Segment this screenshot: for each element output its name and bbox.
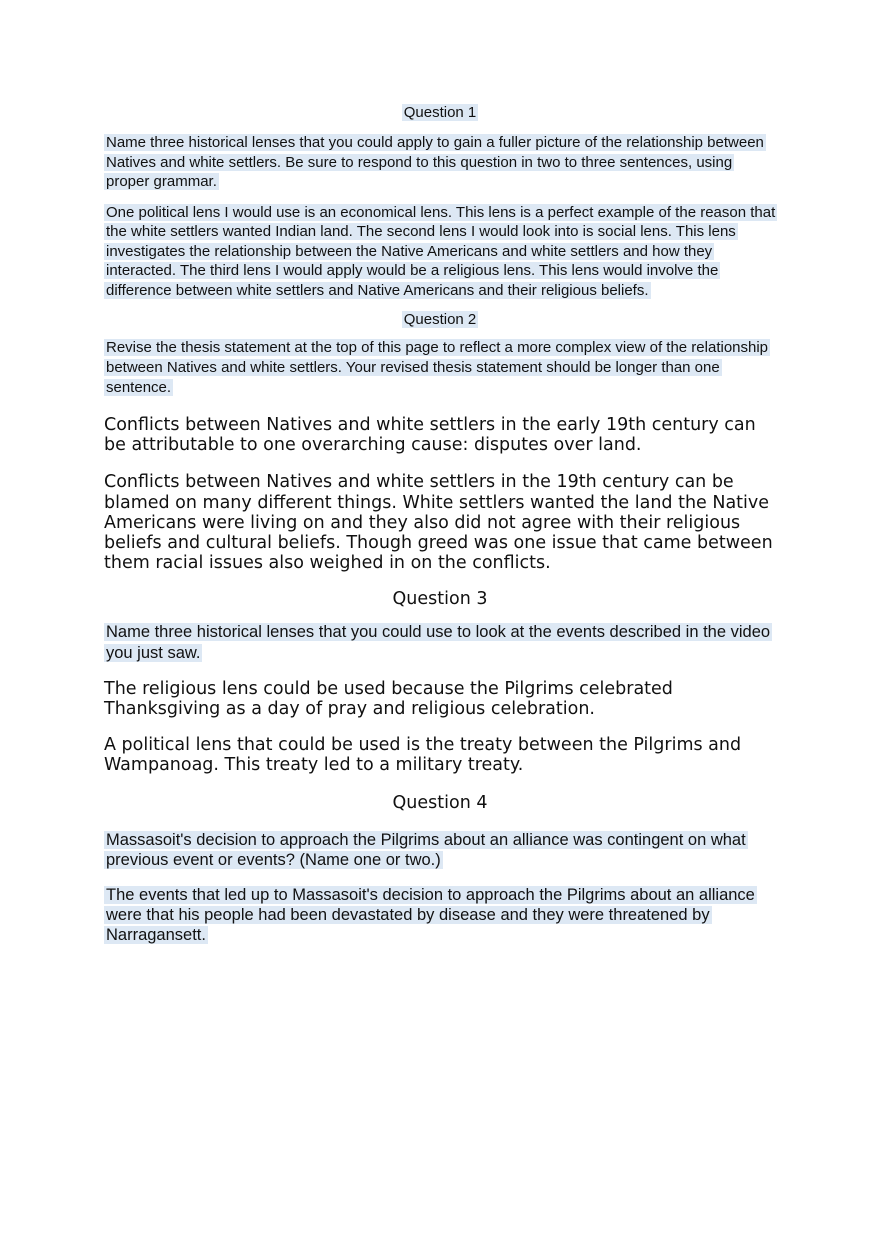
original-thesis: Conflicts between Natives and white settlers in the early 19th century can be attributable to one overarching cause: disputes over land. (104, 415, 756, 456)
question-4-heading: Question 4 (392, 792, 488, 813)
question-3-heading: Question 3 (392, 589, 488, 610)
question-3-answer-religious: The religious lens could be used because the Pilgrims celebrated Thanksgiving as a day of pray and religious celebration. (104, 678, 673, 720)
question-4-answer: The events that led up to Massasoit's decision to approach the Pilgrims about an alliance were that his people had been devastated by disease and they were threatened by Narragansett. (106, 886, 755, 945)
revised-thesis: Conflicts between Natives and white settlers in the 19th century can be blamed on many different things. White settlers wanted the land the Native Americans were living on and they also did not agree with their religious beliefs and cultural beliefs. Though greed was one issue that came between them racial issues also weighed in on the conflicts. (104, 472, 773, 574)
question-2-prompt: Revise the thesis statement at the top of this page to reflect a more complex view of the relationship between Natives and white settlers. Your revised thesis statement should be longer than one sentence. (106, 339, 769, 396)
question-1-answer: One political lens I would use is an economical lens. This lens is a perfect example of the reason that the white settlers wanted Indian land. The second lens I would look into is social lens. This lens investigates the relationship between the Native Americans and white settlers and how they interacted. The third lens I would apply would be a religious lens. This lens would involve the difference between white settlers and Native Americans and their religious beliefs. (106, 203, 776, 299)
question-1-prompt: Name three historical lenses that you could apply to gain a fuller picture of the relationship between Natives and white settlers. Be sure to respond to this question in two to three sentences, using proper grammar. (106, 134, 764, 190)
question-3-prompt: Name three historical lenses that you could use to look at the events described in the video you just saw. (106, 623, 771, 662)
document-body (104, 100, 776, 946)
question-3-answer-political: A political lens that could be used is the treaty between the Pilgrims and Wampanoag. This treaty led to a military treaty. (104, 735, 742, 776)
question-1-heading: Question 1 (403, 104, 477, 121)
question-4-prompt: Massasoit's decision to approach the Pilgrims about an alliance was contingent on what previous event or events? (Name one or two.) (106, 830, 746, 869)
question-2-heading: Question 2 (403, 311, 477, 328)
